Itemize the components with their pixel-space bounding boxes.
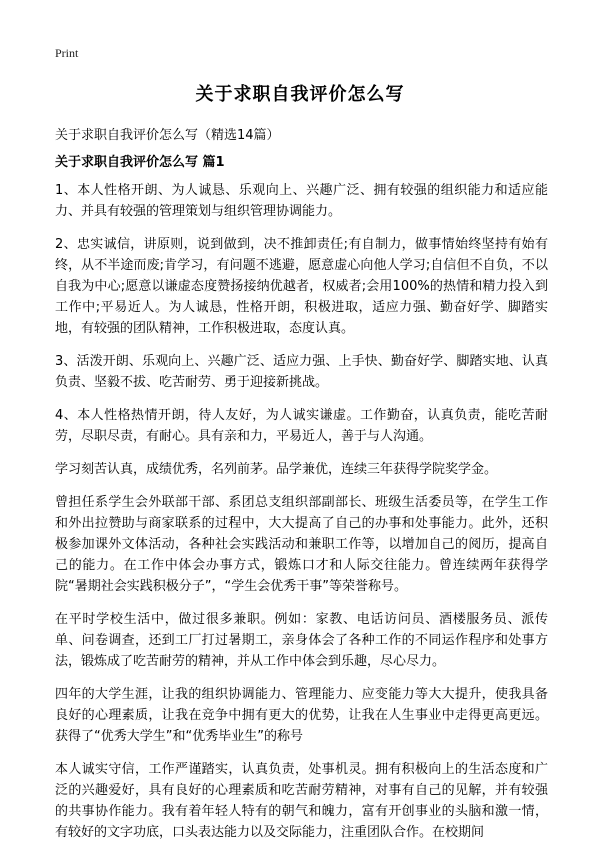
print-label[interactable]: Print [55,46,79,60]
paragraph: 曾担任系学生会外联部干部、系团总支组织部副部长、班级生活委员等，在学生工作和外出拉赞助与商家联系的过程中，大大提高了自己的办事和处事能力。此外，还积极参加课外文体活动，各种社会实践活动和兼职工作等，以增加自己的阅历，提高自己的能力。在工作中体会办事方式，锻炼口才和人际交往能力。曾连续两年获得学院“暑期社会实践积极分子”，“学生会优秀干事”等荣誉称号。 [55,495,548,594]
document-subtitle: 关于求职自我评价怎么写（精选14篇） [55,128,280,143]
paragraph: 学习刻苦认真，成绩优秀，名列前茅。品学兼优，连续三年获得学院奖学金。 [55,462,498,477]
section-heading: 关于求职自我评价怎么写 篇1 [55,155,225,170]
paragraph: 1、本人性格开朗、为人诚恳、乐观向上、兴趣广泛、拥有较强的组织能力和适应能力、并具有较强的管理策划与组织管理协调能力。 [55,183,548,219]
paragraph: 4、本人性格热情开朗，待人友好，为人诚实谦虚。工作勤奋，认真负责，能吃苦耐劳，尽职尽责，有耐心。具有亲和力，平易近人，善于与人沟通。 [55,408,548,444]
document-title: 关于求职自我评价怎么写 [195,84,405,105]
paragraph: 本人诚实守信，工作严谨踏实，认真负责，处事机灵。拥有积极向上的生活态度和广泛的兴趣爱好，具有良好的心理素质和吃苦耐劳精神，对事有自己的见解，并有较强的共事协作能力。我有着年轻人特有的朝气和魄力，富有开创事业的头脑和激一情，有较好的文字功底，口头表达能力以及交际能力，注重团队合作。在校期间 [55,762,548,840]
paragraph: 3、活泼开朗、乐观向上、兴趣广泛、适应力强、上手快、勤奋好学、脚踏实地、认真负责、坚毅不拔、吃苦耐劳、勇于迎接新挑战。 [55,354,548,390]
body-text [55,180,548,855]
paragraph: 2、忠实诚信，讲原则，说到做到，决不推卸责任;有自制力，做事情始终坚持有始有终，从不半途而废;肯学习，有问题不逃避，愿意虚心向他人学习;自信但不自负，不以自我为中心;愿意以谦虚态度赞扬接纳优越者，权威者;会用100%的热情和精力投入到工作中;平易近人。为人诚恳，性格开朗，积极进取，适应力强、勤奋好学、脚踏实地，有较强的团队精神，工作积极进取，态度认真。 [55,237,548,336]
paragraph: 在平时学校生活中，做过很多兼职。例如：家教、电话访问员、酒楼服务员、派传单、问卷调查，还到工厂打过暑期工，亲身体会了各种工作的不同运作程序和处事方法，锻炼成了吃苦耐劳的精神，并从工作中体会到乐趣，尽心尽力。 [55,612,548,669]
paragraph: 四年的大学生涯，让我的组织协调能力、管理能力、应变能力等大大提升，使我具备良好的心理素质，让我在竞争中拥有更大的优势，让我在人生事业中走得更高更远。获得了“优秀大学生”和“优秀毕业生”的称号 [55,687,548,744]
